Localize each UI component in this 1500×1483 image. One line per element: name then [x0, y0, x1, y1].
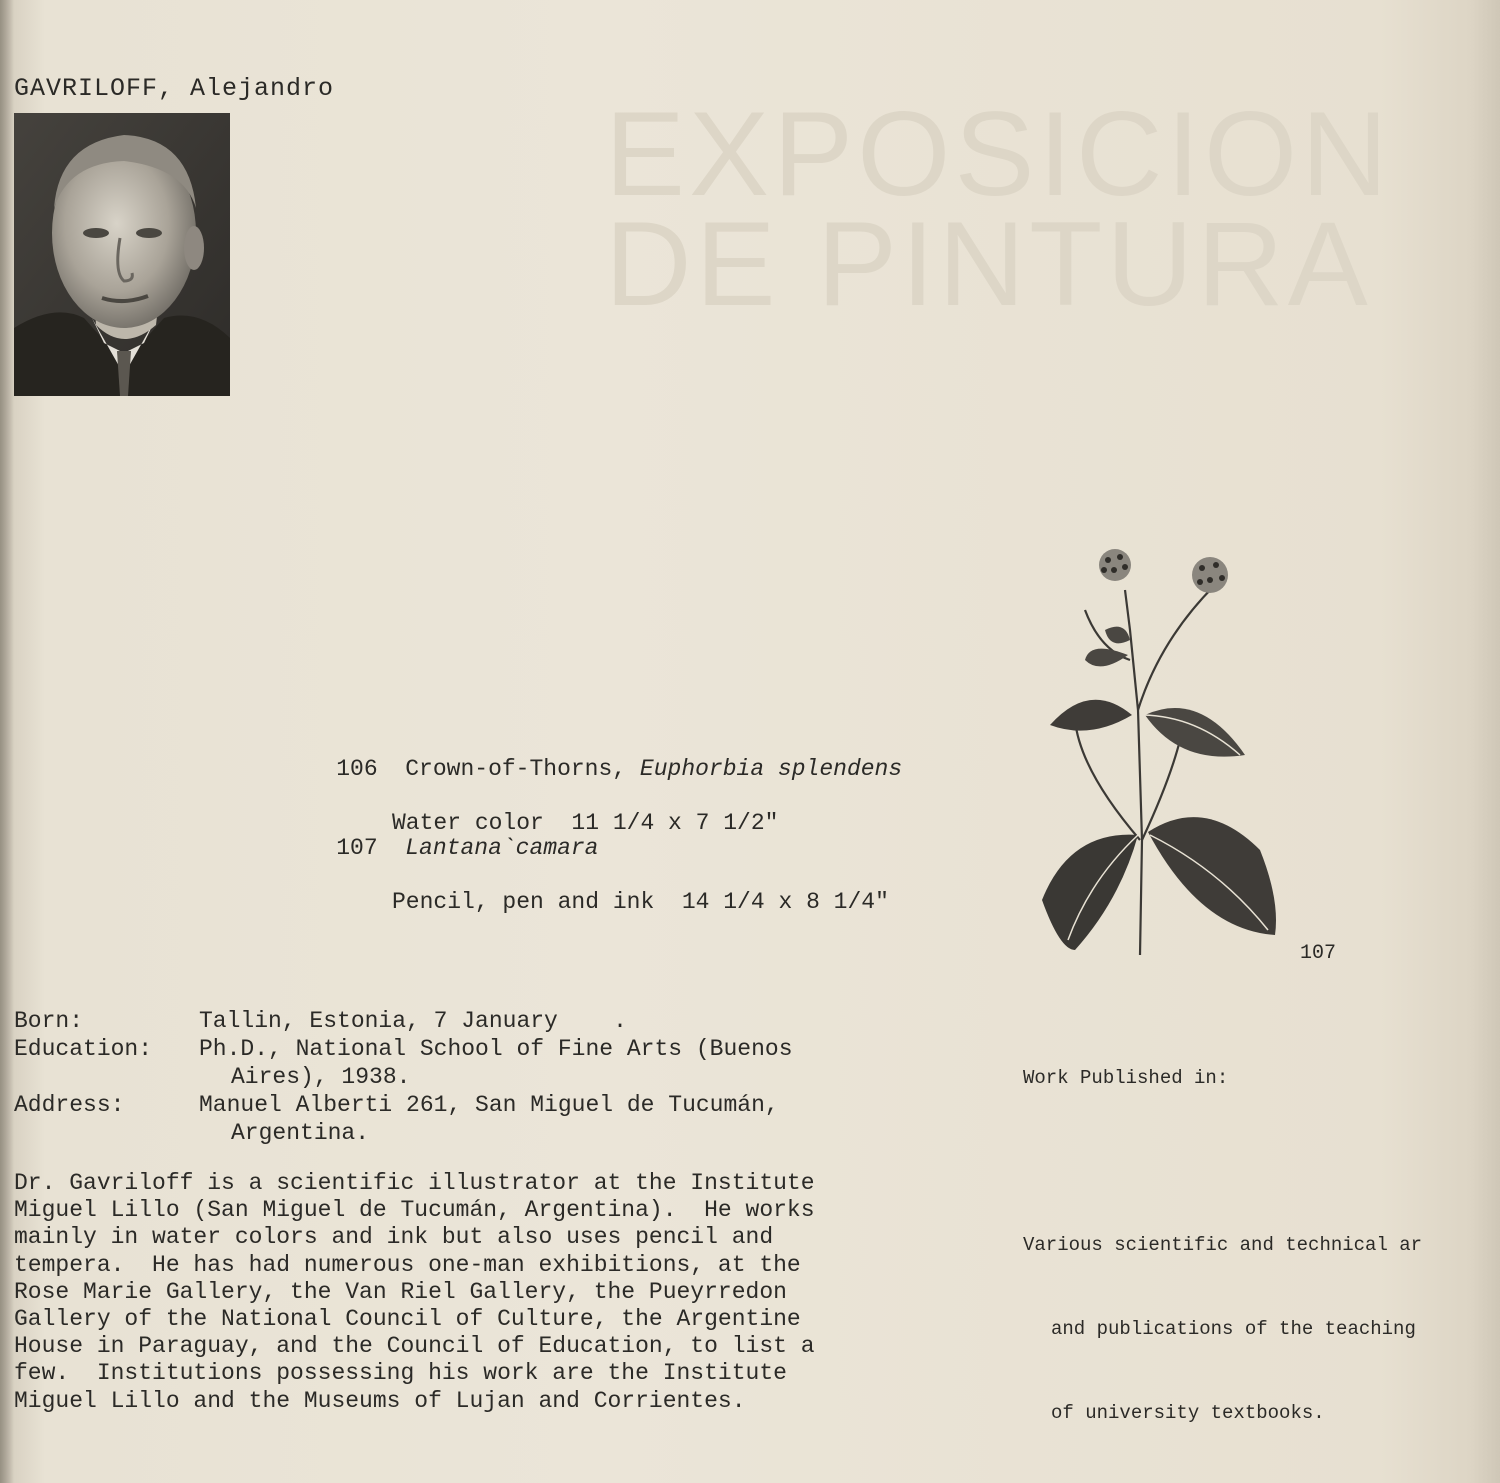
- address-value-cont: Argentina.: [231, 1120, 370, 1146]
- work-detail: Water color 11 1/4 x 7 1/2": [392, 810, 779, 836]
- bio-line: mainly in water colors and ink but also uses pencil and: [14, 1224, 774, 1251]
- bio-line: few. Institutions possessing his work are the Institute: [14, 1360, 787, 1387]
- work-number: 106: [336, 756, 378, 782]
- lantana-illustration: [1030, 540, 1290, 960]
- work-scientific-name: Euphorbia splendens: [639, 756, 903, 782]
- published-section: [1023, 1008, 1500, 1483]
- published-line: and publications of the teaching: [1051, 1318, 1416, 1340]
- address-label: Address:: [14, 1092, 125, 1118]
- published-heading: Work Published in:: [1023, 1067, 1229, 1089]
- binding-shadow: [0, 0, 14, 1483]
- education-row: [14, 1035, 974, 1063]
- show-through-text-line2: DE PINTURA: [605, 197, 1372, 331]
- biography-paragraph: [14, 1170, 974, 1415]
- bio-line: Miguel Lillo (San Miguel de Tucumán, Argentina). He works: [14, 1197, 815, 1224]
- born-value: Tallin, Estonia, 7 January .: [199, 1008, 627, 1034]
- work-title: Crown-of-Thorns,: [405, 756, 627, 782]
- bio-line: tempera. He has had numerous one-man exhibitions, at the: [14, 1251, 801, 1278]
- biography-details: [14, 1007, 974, 1147]
- education-label: Education:: [14, 1036, 153, 1062]
- education-value-cont: Aires), 1938.: [231, 1064, 411, 1090]
- bio-line: Miguel Lillo and the Museums of Lujan and Corrientes.: [14, 1387, 746, 1414]
- artist-portrait-photo: [14, 113, 230, 396]
- born-row: [14, 1007, 974, 1035]
- bio-line: Dr. Gavriloff is a scientific illustrator at the Institute: [14, 1170, 815, 1196]
- work-107: [281, 808, 889, 970]
- work-number: 107: [336, 835, 378, 861]
- illustration-caption: 107: [1300, 942, 1337, 965]
- born-label: Born:: [14, 1008, 84, 1034]
- education-value: Ph.D., National School of Fine Arts (Buenos: [199, 1036, 793, 1062]
- address-value: Manuel Alberti 261, San Miguel de Tucumán,: [199, 1092, 779, 1118]
- published-line: of university textbooks.: [1051, 1402, 1325, 1424]
- work-detail: Pencil, pen and ink 14 1/4 x 8 1/4": [392, 889, 889, 915]
- bio-line: House in Paraguay, and the Council of Education, to list a: [14, 1333, 815, 1360]
- artist-name: GAVRILOFF, Alejandro: [14, 74, 335, 103]
- work-scientific-name: Lantana`camara: [405, 835, 599, 861]
- bio-line: Gallery of the National Council of Culture, the Argentine: [14, 1306, 801, 1333]
- address-row: [14, 1091, 974, 1119]
- show-through-text-line1: EXPOSICION: [605, 87, 1392, 221]
- bio-line: Rose Marie Gallery, the Van Riel Gallery, the Pueyrredon: [14, 1278, 787, 1305]
- published-line: Various scientific and technical ar: [1023, 1234, 1423, 1256]
